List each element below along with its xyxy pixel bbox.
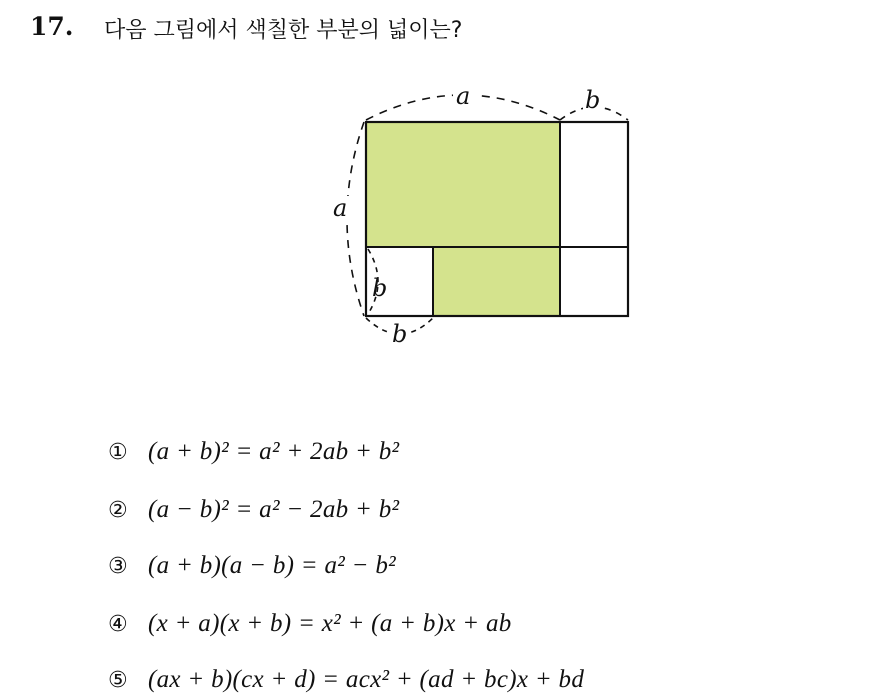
choice-2[interactable] (108, 490, 399, 530)
shaded-region-top (366, 122, 560, 247)
label-bottom-b: b (392, 320, 408, 348)
choice-formula: (a + b)(a − b) = a² − b² (148, 552, 396, 579)
choice-formula: (a + b)² = a² + 2ab + b² (148, 438, 400, 465)
choice-marker: ② (108, 497, 128, 523)
choice-4[interactable] (108, 604, 512, 644)
choice-formula: (ax + b)(cx + d) = acx² + (ad + bc)x + bd (148, 666, 585, 693)
label-left-a: a (333, 194, 348, 222)
choice-marker: ① (108, 439, 128, 465)
shaded-region-bottom (433, 247, 560, 316)
choice-1[interactable] (108, 432, 399, 472)
question-number: 17. (30, 12, 74, 41)
choice-formula: (x + a)(x + b) = x² + (a + b)x + ab (148, 610, 512, 637)
label-inner-b: b (372, 274, 388, 302)
choice-formula: (a − b)² = a² − 2ab + b² (148, 496, 400, 523)
choice-marker: ⑤ (108, 667, 128, 693)
choice-5[interactable] (108, 660, 584, 700)
choice-3[interactable] (108, 546, 396, 586)
label-top-a: a (456, 82, 471, 110)
question-text: 다음 그림에서 색칠한 부분의 넓이는? (104, 18, 463, 43)
choice-marker: ③ (108, 553, 128, 579)
choice-marker: ④ (108, 611, 128, 637)
label-top-b: b (585, 86, 601, 114)
